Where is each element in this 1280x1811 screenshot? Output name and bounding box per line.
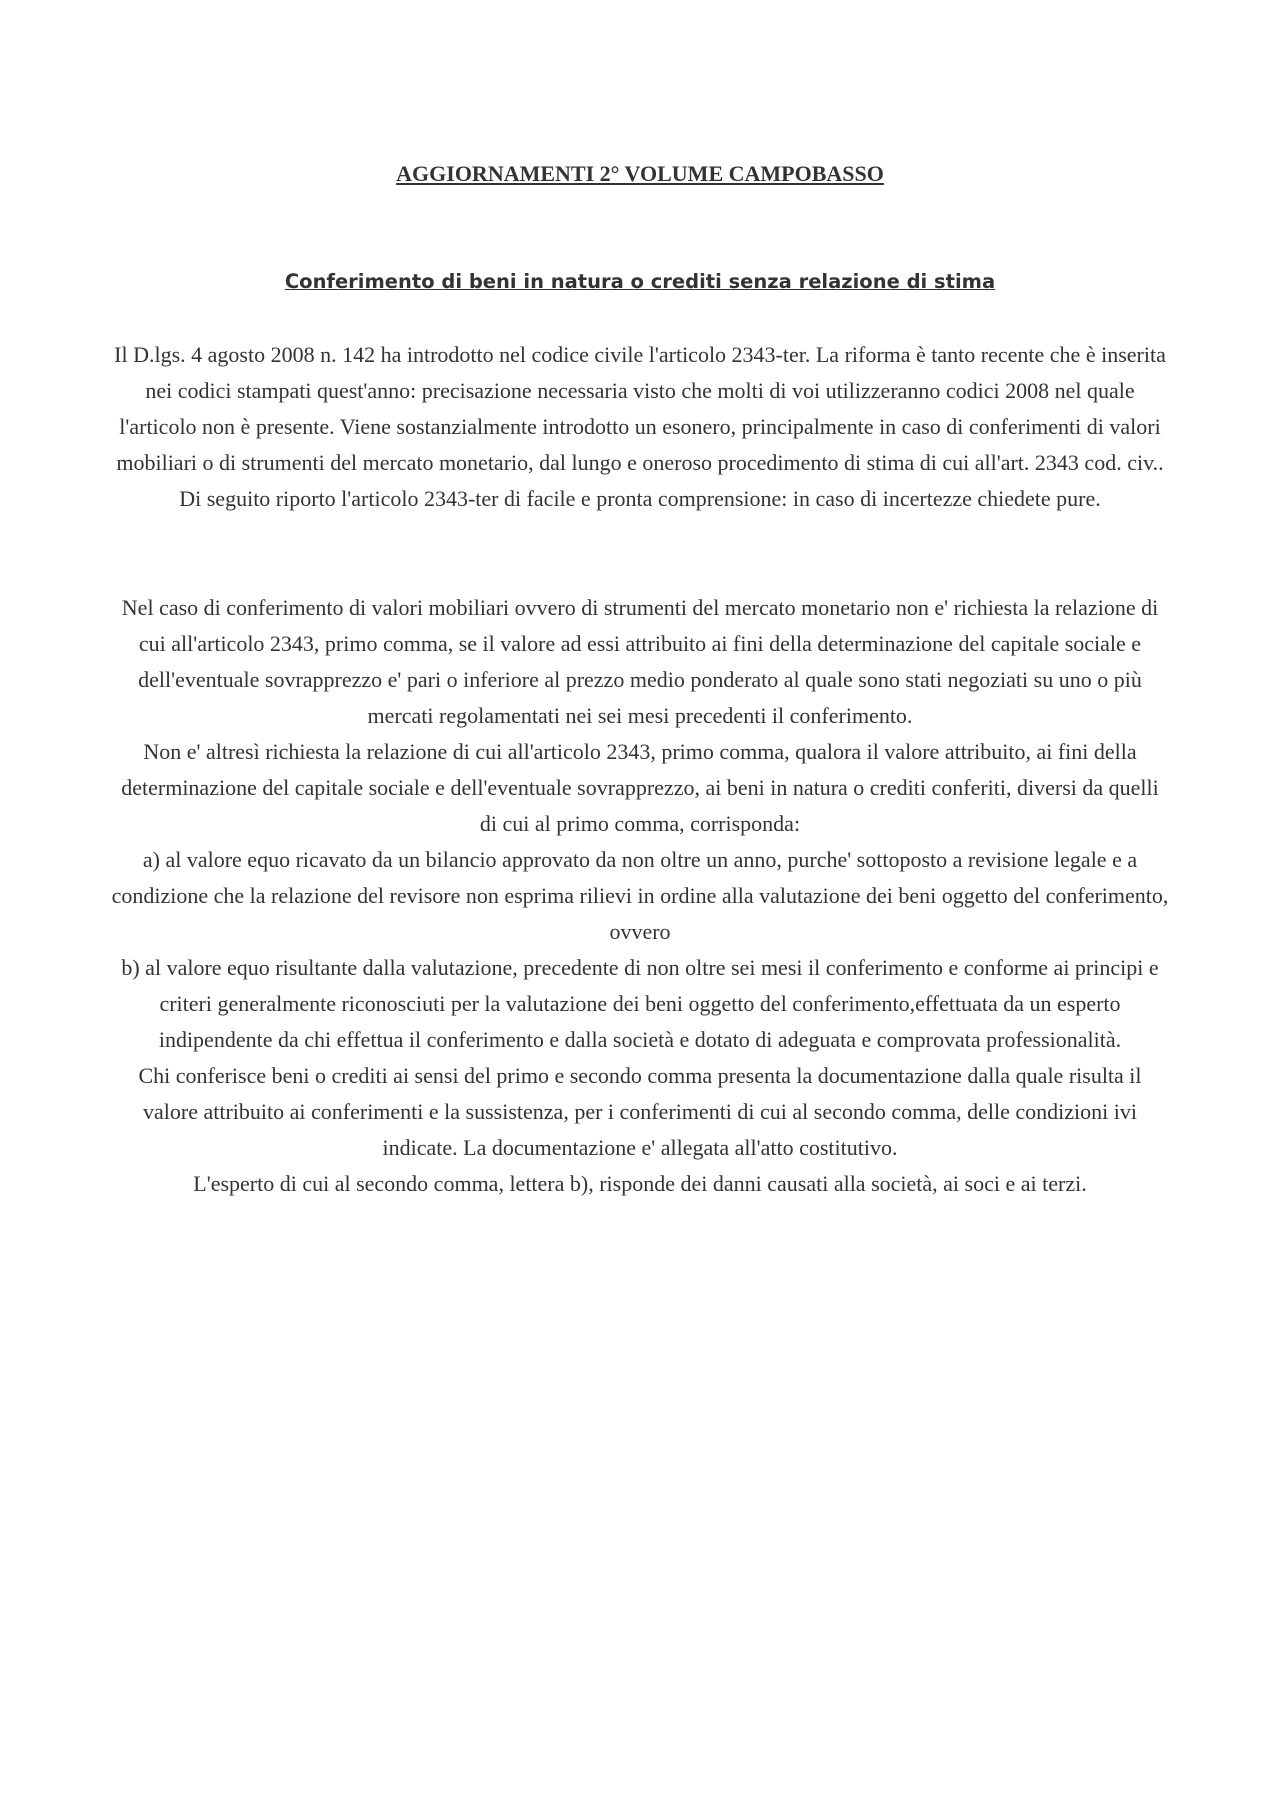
section-heading: Conferimento di beni in natura o crediti senza relazione di stima bbox=[284, 270, 996, 293]
article-item-b: b) al valore equo risultante dalla valutazione, precedente di non oltre sei mesi il conferimento e conforme ai principi e criteri generalmente riconosciuti per la valutazione dei beni oggetto del conferimento,effettuata da un esperto indipendente da chi effettua il conferimento e dalla società e dotato di adeguata e comprovata professionalità. bbox=[121, 955, 1159, 1052]
article-paragraph-4: L'esperto di cui al secondo comma, lettera b), risponde dei danni causati alla società, ai soci e ai terzi. bbox=[193, 1171, 1087, 1196]
article-paragraph-3: Chi conferisce beni o crediti ai sensi del primo e secondo comma presenta la documentazione dalla quale risulta il valore attribuito ai conferimenti e la sussistenza, per i conferimenti di cui al secondo comma, delle condizioni ivi indicate. La documentazione e' allegata all'atto costitutivo. bbox=[138, 1063, 1142, 1160]
document-title: AGGIORNAMENTI 2° VOLUME CAMPOBASSO bbox=[396, 161, 884, 186]
article-paragraph-2: Non e' altresì richiesta la relazione di cui all'articolo 2343, primo comma, qualora il valore attribuito, ai fini della determinazione del capitale sociale e dell'eventuale sovrapprezzo, ai beni in natura o crediti conferiti, diversi da quelli di cui al primo comma, corrisponda: bbox=[121, 739, 1159, 836]
article-2343-ter-text bbox=[110, 590, 1170, 1202]
article-item-a: a) al valore equo ricavato da un bilancio approvato da non oltre un anno, purche' sottoposto a revisione legale e a condizione che la relazione del revisore non esprima rilievi in ordine alla valutazione dei beni oggetto del conferimento, ovvero bbox=[111, 847, 1169, 944]
article-paragraph-1: Nel caso di conferimento di valori mobiliari ovvero di strumenti del mercato monetario non e' richiesta la relazione di cui all'articolo 2343, primo comma, se il valore ad essi attribuito ai fini della determinazione del capitale sociale e dell'eventuale sovrapprezzo e' pari o inferiore al prezzo medio ponderato al quale sono stati negoziati su uno o più mercati regolamentati nei sei mesi precedenti il conferimento. bbox=[121, 595, 1159, 728]
intro-paragraph: Il D.lgs. 4 agosto 2008 n. 142 ha introdotto nel codice civile l'articolo 2343-ter. La riforma è tanto recente che è inserita nei codici stampati quest'anno: precisazione necessaria visto che molti di voi utilizzeranno codici 2008 nel quale l'articolo non è presente. Viene sostanzialmente introdotto un esonero, principalmente in caso di conferimenti di valori mobiliari o di strumenti del mercato monetario, dal lungo e oneroso procedimento di stima di cui all'art. 2343 cod. civ.. Di seguito riporto l'articolo 2343-ter di facile e pronta comprensione: in caso di incertezze chiedete pure. bbox=[114, 342, 1166, 511]
